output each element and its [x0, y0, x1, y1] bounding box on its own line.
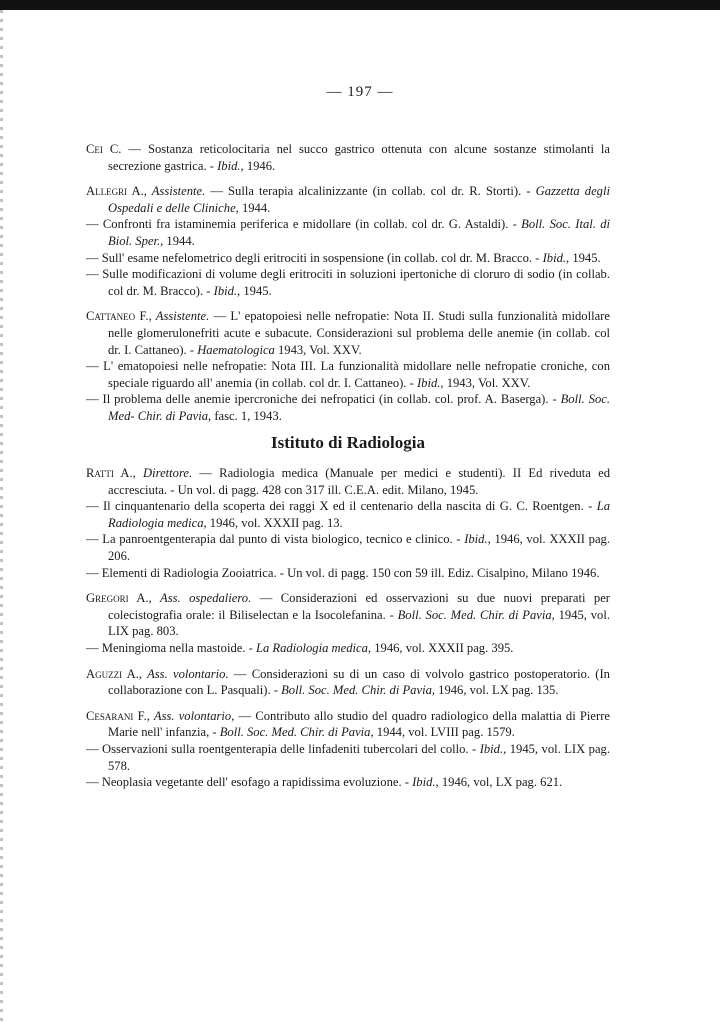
publication-details: 1945. [240, 283, 272, 298]
publication-details: 1945, vol. LIX pag. 803. [108, 607, 610, 639]
author-name: Ratti A., [86, 466, 136, 481]
publication-details: 1945. [569, 250, 601, 265]
publication-details: fasc. 1, 1943. [211, 408, 282, 423]
entry-text: — L' epatopoiesi nelle nefropatie: Nota II. Studi sulla funzionalità midollare nelle glomerulonefriti acute e subacute. Considerazioni sul problema delle anemie (in collab. col dr. I. Cattaneo). - [108, 309, 610, 357]
entry-text: — Sulla terapia alcalinizzante (in collab. col dr. R. Storti). - [205, 184, 536, 199]
publication-name: Boll. Soc. Ital. di Biol. Sper., [108, 217, 610, 248]
entry-text: — Considerazioni ed osservazioni su due nuovi preparati per colecistografia orale: il Biliselectan e la Isocolefanina. - [108, 591, 610, 622]
publication-details: 1946, vol. XXXII pag. 395. [371, 641, 514, 656]
scan-left-edge [0, 10, 3, 1024]
publication-name: Ibid., [217, 158, 244, 173]
author-name: Allegri A., [86, 184, 147, 199]
bibliography-part-1 [86, 141, 610, 425]
entry-text: — Osservazioni sulla roentgenterapia delle linfadeniti tubercolari del collo. - [86, 742, 480, 756]
author-group [86, 141, 610, 174]
publication-details: 1944. [238, 200, 271, 215]
bibliography-entry [86, 358, 610, 391]
bibliography-entry [86, 708, 610, 741]
publication-name: Ibid., [542, 250, 570, 265]
publication-name: Haematologica [197, 342, 275, 357]
author-name: Cesarani F., [86, 708, 150, 723]
author-name: Gregori A., [86, 591, 152, 606]
page-content [86, 141, 610, 800]
author-group [86, 465, 610, 581]
bibliography-entry [86, 590, 610, 640]
publication-name: Ibid., [412, 775, 439, 790]
entry-text: — L' ematopoiesi nelle nefropatie: Nota III. La funzionalità midollare nelle nefropatie croniche, con speciale riguardo all' anemia (in collab. col dr. I. Cattaneo). - [86, 359, 610, 390]
publication-name: Boll. Soc. Med- Chir. di Pavia, [108, 392, 610, 423]
publication-details: 1946. [243, 158, 276, 173]
author-role: Ass. ospedaliero. [151, 591, 252, 606]
entry-text: — Sulle modificazioni di volume degli eritrociti in soluzioni ipertoniche di cloruro di sodio (in collab. col dr. M. Bracco). - [86, 267, 610, 298]
publication-name: Boll. Soc. Med. Chir. di Pavia, [397, 607, 555, 622]
author-role: Direttore. [135, 466, 193, 481]
author-group [86, 666, 610, 699]
publication-name: Ibid., [416, 375, 444, 390]
bibliography-entry [86, 141, 610, 174]
author-role: Assistente. [151, 309, 210, 324]
publication-name: Ibid., [213, 283, 241, 298]
entry-text: — Considerazioni su di un caso di volvolo gastrico postoperatorio. (In collaborazione con L. Pasquali). - [108, 666, 610, 698]
bibliography-entry [86, 216, 610, 249]
scan-top-border [0, 0, 720, 10]
bibliography-entry [86, 666, 610, 699]
author-group [86, 308, 610, 424]
author-role: Assistente. [146, 184, 206, 199]
publication-name: Boll. Soc. Med. Chir. di Pavia, [281, 683, 436, 698]
publication-details: 1946, vol, LX pag. 621. [438, 775, 563, 790]
publication-details: 1943, Vol. XXV. [274, 342, 362, 357]
entry-text: — Radiologia medica (Manuale per medici e studenti). II Ed riveduta ed accresciuta. - Un vol. di pagg. 428 con 317 ill. C.E.A. edit. Milano, 1945. [108, 466, 610, 497]
publication-name: Ibid., [479, 742, 507, 756]
bibliography-entry [86, 308, 610, 358]
author-group [86, 708, 610, 791]
bibliography-part-2 [86, 465, 610, 791]
publication-details: 1945, vol. LIX pag. 578. [108, 742, 610, 773]
publication-details: 1946, vol. XXXII pag. 13. [206, 515, 343, 530]
author-name: Cei C. [86, 142, 122, 156]
bibliography-entry [86, 465, 610, 498]
bibliography-entry [86, 266, 610, 299]
author-group [86, 183, 610, 299]
publication-name: La Radiologia medica, [108, 499, 610, 530]
entry-text: — Il cinquantenario della scoperta dei raggi X ed il centenario della nascita di G. C. Roentgen. - [86, 499, 597, 514]
entry-text: — Meningioma nella mastoide. - [86, 641, 256, 656]
bibliography-entry [86, 741, 610, 774]
entry-text: — Il problema delle anemie ipercroniche dei nefropatici (in collab. col. prof. A. Baserga). - [86, 392, 561, 407]
publication-name: La Radiologia medica, [255, 641, 372, 656]
entry-text: — Contributo allo studio del quadro radiologico della malattia di Pierre Marie nell' infanzia, - [108, 708, 610, 740]
entry-text: — Neoplasia vegetante dell' esofago a rapidissima evoluzione. - [86, 775, 413, 790]
publication-name: Gazzetta degli Ospedali e delle Cliniche, [108, 184, 610, 215]
entry-text: — Elementi di Radiologia Zooiatrica. - Un vol. di pagg. 150 con 59 ill. Ediz. Cisalpino, Milano 1946. [86, 565, 600, 580]
bibliography-entry [86, 498, 610, 531]
publication-details: 1943, Vol. XXV. [443, 375, 531, 390]
publication-details: 1946, vol. XXXII pag. 206. [108, 532, 610, 564]
publication-details: 1944, vol. LVIII pag. 1579. [373, 725, 515, 740]
page-number: — 197 — [326, 84, 394, 100]
author-name: Cattaneo F., [86, 309, 152, 324]
author-role: Ass. volontario, [149, 708, 235, 723]
entry-text: — Sostanza reticolocitaria nel succo gastrico ottenuta con alcune sostanze stimolanti la secrezione gastrica. - [108, 142, 611, 173]
entry-text: — Confronti fra istaminemia periferica e midollare (in collab. col dr. G. Astaldi). - [86, 217, 522, 232]
section-title: Istituto di Radiologia [271, 432, 425, 452]
entry-text: — Sull' esame nefelometrico degli eritrociti in sospensione (in collab. col dr. M. Bracco. - [86, 250, 543, 265]
author-group [86, 590, 610, 656]
publication-name: Ibid., [464, 532, 491, 547]
publication-name: Boll. Soc. Med. Chir. di Pavia, [219, 725, 374, 740]
bibliography-entry [86, 640, 610, 657]
bibliography-entry [86, 183, 610, 216]
publication-details: 1946, vol. LX pag. 135. [435, 683, 559, 698]
author-role: Ass. volontario. [142, 666, 229, 681]
bibliography-entry [86, 774, 610, 791]
entry-text: — La panroentgenterapia dal punto di vista biologico, tecnico e clinico. - [86, 532, 465, 547]
publication-details: 1944. [163, 233, 195, 248]
bibliography-entry [86, 531, 610, 564]
bibliography-entry [86, 250, 610, 267]
bibliography-entry [86, 391, 610, 424]
author-name: Aguzzi A., [86, 666, 143, 681]
bibliography-entry [86, 565, 610, 582]
